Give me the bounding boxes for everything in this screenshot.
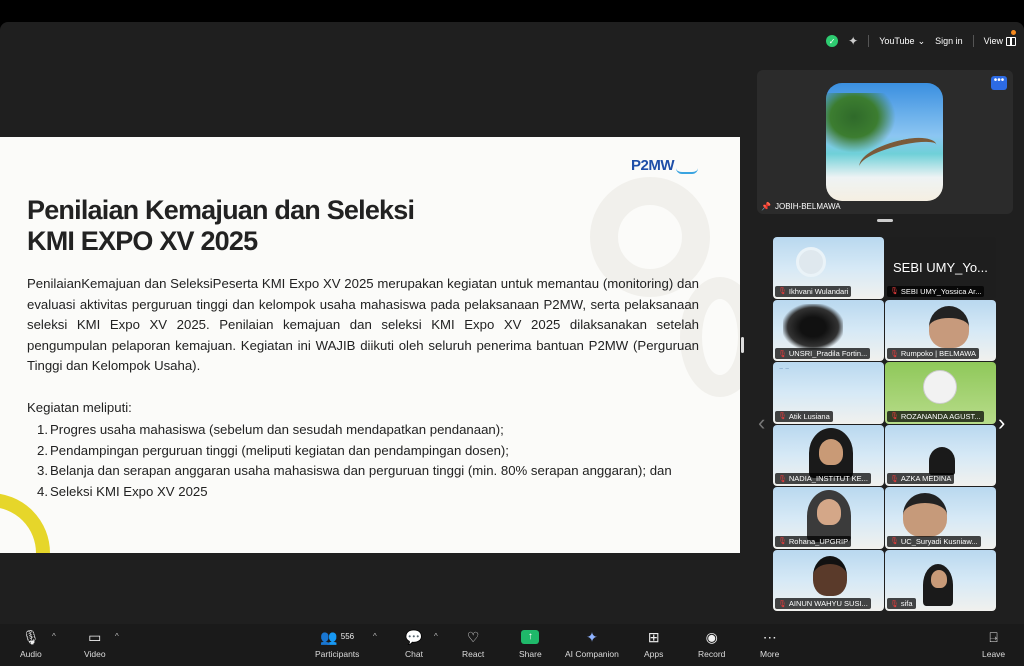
participant-name: ROZANANDA AGUST...: [900, 411, 981, 421]
leave-label: Leave: [982, 649, 1006, 659]
tile-name: [887, 286, 984, 297]
meeting-toolbar: [0, 624, 1024, 666]
divider: [868, 35, 869, 47]
ai-sparkle-icon[interactable]: ✦: [848, 34, 859, 48]
share-screen-icon: ↑: [521, 630, 539, 644]
participant-face: [817, 499, 841, 525]
view-button[interactable]: [984, 36, 1016, 46]
participants-label: Participants: [315, 649, 360, 659]
pinned-name-label: [761, 202, 841, 211]
pinned-video-tile[interactable]: [757, 70, 1013, 214]
record-icon: ◉: [705, 629, 718, 645]
prev-page-arrow-icon[interactable]: ‹: [758, 410, 766, 435]
video-tile[interactable]: [773, 487, 884, 549]
title-line-1: Penilaian Kemajuan dan Seleksi: [27, 195, 415, 225]
mic-muted-icon: 🎙: [778, 600, 787, 608]
exit-door-icon: ⍈: [989, 629, 998, 645]
item-text: Progres usaha mahasiswa (sebelum dan sesudah mendapatkan pendanaan);: [50, 422, 504, 437]
participants-grid: [773, 237, 996, 613]
item-number: 3.: [37, 463, 48, 478]
video-tile[interactable]: [773, 237, 884, 299]
chat-bubble-icon: 💬: [405, 629, 423, 645]
participant-face: [813, 556, 847, 596]
audio-label: Audio: [20, 649, 42, 659]
more-options-button[interactable]: •••: [991, 76, 1007, 90]
tile-name: [775, 348, 870, 359]
ai-sparkle-icon: ✦: [586, 629, 598, 645]
mic-muted-icon: 🎙: [778, 413, 787, 420]
view-layout-icon: [1006, 37, 1016, 46]
pin-icon: 📌: [761, 202, 771, 211]
tile-name: [887, 411, 984, 422]
list-item: [37, 420, 699, 441]
more-dots-icon: ⋯: [762, 629, 777, 645]
background-watermark: ~ ~: [779, 366, 790, 373]
video-tile[interactable]: [885, 237, 996, 299]
video-tile[interactable]: [885, 550, 996, 612]
apps-grid-icon: ⊞: [647, 629, 660, 645]
video-tile[interactable]: [773, 550, 884, 612]
item-text: Seleksi KMI Expo XV 2025: [50, 483, 208, 499]
video-tile[interactable]: [885, 362, 996, 424]
video-off-icon: ▭: [88, 629, 102, 645]
video-tile[interactable]: [773, 300, 884, 362]
participant-name: Atik Lusiana: [788, 411, 830, 421]
pinned-name: JOBIH-BELMAWA: [774, 202, 841, 211]
tile-name: [887, 473, 954, 484]
mic-muted-icon: 🎙: [778, 475, 787, 483]
apps-button[interactable]: [644, 628, 663, 659]
kegiatan-list: [37, 420, 699, 502]
audio-options-caret-icon[interactable]: ^: [52, 632, 56, 641]
tile-name: [887, 598, 916, 609]
share-button[interactable]: [519, 628, 542, 659]
people-icon: 👥: [320, 629, 338, 645]
apps-label: Apps: [644, 649, 664, 659]
participants-options-caret-icon[interactable]: ^: [373, 632, 377, 641]
leave-button[interactable]: [982, 628, 1005, 659]
decorative-yellow-arc: [0, 493, 50, 553]
participants-count: 556: [340, 632, 355, 641]
participant-name: SEBI UMY_Yossica Ar...: [900, 286, 982, 296]
record-label: Record: [698, 649, 726, 659]
participant-name: UC_Suryadi Kusniaw...: [900, 536, 978, 546]
divider: [973, 35, 974, 47]
video-label: Video: [84, 649, 106, 659]
logo-text: P2MW: [631, 157, 674, 174]
logo-waves-icon: [676, 160, 698, 174]
mic-muted-icon: 🎙: [778, 350, 787, 358]
participant-name: Rohana_UPGRIP: [788, 536, 849, 546]
p2mw-logo: [631, 157, 698, 174]
more-button[interactable]: [760, 628, 779, 659]
item-number: 1.: [37, 422, 48, 437]
mic-muted-icon: 🎙: [21, 629, 40, 645]
security-shield-icon[interactable]: ✓: [826, 35, 838, 47]
video-tile[interactable]: [885, 300, 996, 362]
video-button[interactable]: [84, 628, 106, 659]
video-tile[interactable]: [773, 362, 884, 424]
tile-name: [775, 411, 833, 422]
next-page-arrow-icon[interactable]: ›: [998, 410, 1006, 435]
chat-button[interactable]: [405, 628, 423, 659]
audio-button[interactable]: [20, 628, 42, 659]
mic-muted-icon: 🎙: [778, 538, 787, 545]
participant-name: sifa: [900, 599, 913, 608]
participant-name: AZKA MEDINA: [900, 474, 952, 483]
signin-link[interactable]: Sign in: [935, 36, 963, 46]
slide-paragraph: PenilaianKemajuan dan SeleksiPeserta KMI Expo XV 2025 merupakan kegiatan untuk memantau (monitoring) dan evaluasi aktivitas perguruan tinggi dan kelompok usaha mahasiswa pada pelaksanaan P2MW, serta pelaksanaan seleksi KMI Expo XV 2025. Penilaian kemajuan dan seleksi KMI Expo XV 2025 dilaksanakan setelah pengumpulan pelaporan kemajuan. Kegiatan ini WAJIB diikuti oleh seluruh penerima bantuan P2MW (Perguruan Tinggi dan Kelompok Usaha).: [27, 276, 699, 373]
mascot-avatar: [923, 370, 957, 404]
ai-companion-button[interactable]: [565, 628, 619, 659]
mic-muted-icon: 🎙: [890, 288, 899, 295]
mic-muted-icon: 🎙: [890, 600, 899, 608]
meeting-topbar: [826, 30, 1016, 52]
react-button[interactable]: [462, 628, 484, 659]
chat-label: Chat: [405, 649, 423, 659]
tile-name: [775, 286, 851, 297]
slide-title: [27, 195, 414, 257]
mic-muted-icon: 🎙: [890, 350, 899, 358]
panel-drag-handle[interactable]: [877, 219, 893, 222]
video-tile[interactable]: [885, 425, 996, 487]
ai-label: AI Companion: [565, 649, 619, 659]
title-line-2: KMI EXPO XV 2025: [27, 226, 258, 256]
avatar: [796, 247, 826, 277]
participant-face: [903, 493, 947, 537]
participant-name: NADIA_INSTITUT KE...: [788, 474, 868, 483]
item-number: 2.: [37, 442, 48, 458]
item-number: 4.: [37, 483, 48, 499]
tile-name: [887, 536, 981, 547]
participants-icon-group: [320, 628, 354, 646]
more-label: More: [760, 649, 780, 659]
blurred-video: [783, 304, 843, 350]
participant-name: Rumpoko | BELMAWA: [900, 349, 977, 358]
tile-name: [887, 348, 979, 359]
split-resize-handle[interactable]: [741, 337, 744, 353]
video-tile[interactable]: [885, 487, 996, 549]
share-icon-wrap: [521, 628, 539, 646]
mic-muted-icon: 🎙: [778, 288, 787, 295]
record-button[interactable]: [698, 628, 725, 659]
item-text: Belanja dan serapan anggaran usaha mahasiswa dan perguruan tinggi (min. 80% serapan anggaran); dan: [50, 463, 672, 478]
participant-name: Ikhvani Wulandari: [788, 286, 849, 296]
participant-name: UNSRI_Pradila Fortin...: [788, 349, 868, 358]
kegiatan-label: Kegiatan meliputi:: [27, 400, 132, 415]
participant-face: [931, 570, 947, 588]
participant-face: [929, 447, 955, 475]
participant-face: [819, 439, 843, 465]
list-item: [37, 441, 699, 462]
youtube-label: YouTube: [879, 36, 915, 46]
mic-muted-icon: 🎙: [890, 475, 899, 483]
participant-big-name: SEBI UMY_Yo...: [893, 260, 988, 275]
chevron-down-icon: ⌄: [917, 35, 926, 46]
video-options-caret-icon[interactable]: ^: [115, 632, 119, 641]
youtube-dropdown[interactable]: [879, 36, 925, 47]
participants-button[interactable]: [315, 628, 359, 659]
video-tile[interactable]: [773, 425, 884, 487]
profile-picture: [826, 83, 943, 201]
list-item: [37, 482, 699, 503]
react-label: React: [462, 649, 485, 659]
tile-name: [775, 598, 871, 609]
participant-name: AINUN WAHYU SUSI...: [788, 599, 868, 608]
participant-face: [929, 306, 969, 348]
share-label: Share: [519, 649, 542, 659]
chat-options-caret-icon[interactable]: ^: [434, 632, 438, 641]
list-item: [37, 461, 699, 482]
shared-screen: [0, 137, 740, 553]
tile-name: [775, 536, 851, 547]
tile-name: [775, 473, 871, 484]
mic-muted-icon: 🎙: [890, 538, 899, 545]
view-label: View: [983, 36, 1003, 46]
mic-muted-icon: 🎙: [890, 413, 899, 420]
item-text: Pendampingan perguruan tinggi (meliputi kegiatan dan pendampingan dosen);: [50, 442, 509, 458]
heart-icon: ♡: [466, 629, 480, 645]
